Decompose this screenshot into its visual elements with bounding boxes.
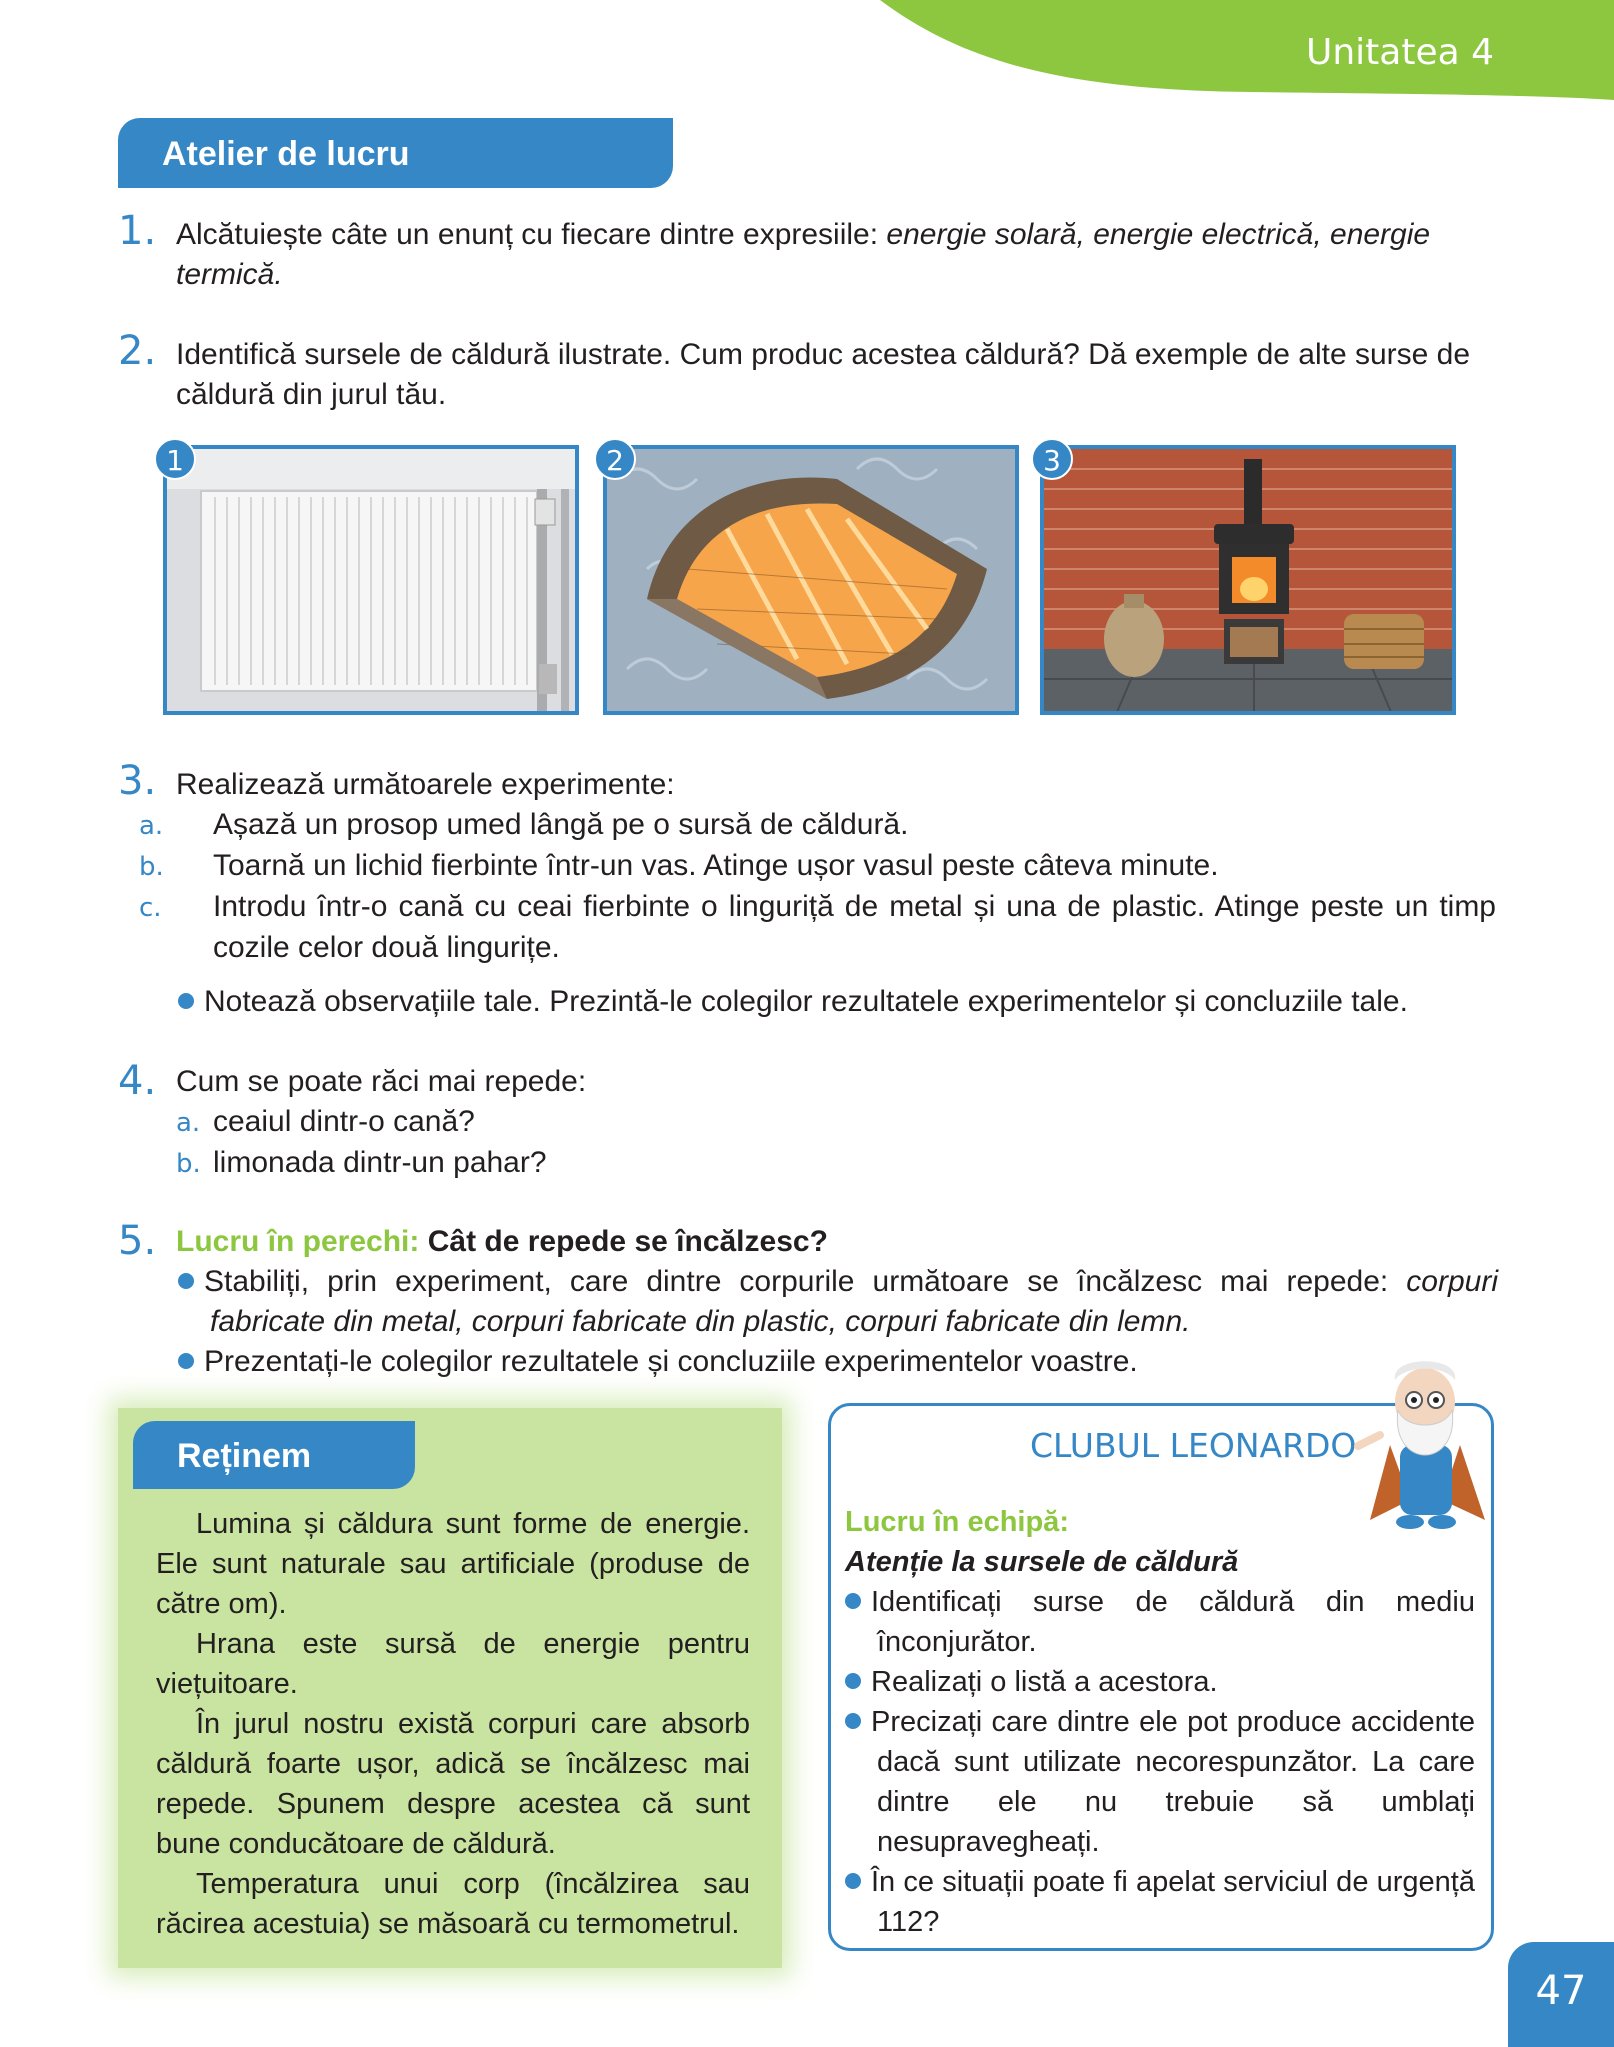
bullet-text: Notează observațiile tale. Prezintă-le colegilor rezultatele experimentelor și concluziile tale. (204, 985, 1408, 1018)
question-number-5: 5. (118, 1218, 157, 1264)
retinem-paragraph: Lumina și căldura sunt forme de energie. Ele sunt naturale sau artificiale (produse de către om). (156, 1508, 750, 1620)
question-1-text: Alcătuiește câte un enunț cu fiecare dintre expresiile: (176, 218, 879, 251)
section-title-atelier: Atelier de lucru (118, 118, 673, 188)
photo-stove (1040, 445, 1456, 715)
bullet-text: Stabiliți, prin experiment, care dintre corpurile următoare se încălzesc mai repede: (204, 1265, 1389, 1298)
photo-badge-3: 3 (1031, 438, 1073, 480)
question-4-items (176, 1102, 1496, 1184)
bullet-icon (178, 1273, 194, 1289)
unit-title: Unitatea 4 (1305, 32, 1494, 73)
list-item (176, 1102, 1496, 1143)
question-number-1: 1. (118, 208, 157, 254)
electric-heater-photo-icon (607, 449, 1019, 715)
question-number-3: 3. (118, 758, 157, 804)
question-1-italic: energie solară, energie electrică, energie termică. (176, 218, 1431, 291)
bullet-icon (178, 1353, 194, 1369)
item-text: ceaiul dintr-o cană? (213, 1105, 475, 1138)
question-1 (176, 215, 1496, 295)
bullet-italic: corpuri fabricate din metal, corpuri fabricate din plastic, corpuri fabricate din lemn. (210, 1265, 1498, 1338)
retinem-paragraph: Temperatura unui corp (încălzirea sau răcirea acestuia) se măsoară cu termometrul. (156, 1868, 750, 1940)
bullet-text: Identificați surse de căldură din mediu înconjurător. (871, 1586, 1475, 1658)
q5-bullet-2 (178, 1342, 1498, 1382)
radiator-photo-icon (167, 449, 579, 715)
photo-heater (603, 445, 1019, 715)
list-item (176, 1143, 1496, 1184)
bullet-text: În ce situații poate fi apelat serviciul de urgență 112? (871, 1866, 1475, 1938)
club-bullet (845, 1582, 1475, 1662)
question-3-bullet (178, 982, 1508, 1022)
question-number-2: 2. (118, 328, 157, 374)
bullet-icon (845, 1713, 861, 1729)
item-letter: a. (176, 1108, 201, 1138)
club-label: Lucru în echipă: (845, 1506, 1069, 1538)
question-3-text: Realizează următoarele experimente: (176, 768, 675, 801)
club-bullet (845, 1662, 1475, 1702)
item-text: Toarnă un lichid fierbinte într-un vas. Atinge ușor vasul peste câteva minute. (213, 849, 1219, 882)
bullet-icon (845, 1593, 861, 1609)
item-letter: c. (139, 893, 162, 923)
bullet-icon (845, 1673, 861, 1689)
club-bullet (845, 1862, 1475, 1942)
q5-title: Cât de repede se încălzesc? (427, 1225, 828, 1258)
question-2-text: Identifică sursele de căldură ilustrate. Cum produc acestea căldură? Dă exemple de alte surse de căldură din jurul tău. (176, 338, 1471, 411)
photo-badge-1: 1 (154, 438, 196, 480)
club-text (845, 1502, 1475, 1942)
item-letter: b. (139, 852, 164, 882)
retinem-title: Reținem (133, 1421, 415, 1489)
item-text: Introdu într-o cană cu ceai fierbinte o linguriță de metal și una de plastic. Atinge peste un timp cozile celor două lingurițe. (213, 890, 1496, 964)
question-3-items (139, 805, 1496, 968)
bullet-text: Prezentați-le colegilor rezultatele și concluziile experimentelor voastre. (204, 1345, 1138, 1378)
item-text: Așază un prosop umed lângă pe o sursă de căldură. (213, 808, 909, 841)
question-5-heading (176, 1222, 1496, 1262)
retinem-paragraph: Hrana este sursă de energie pentru viețuitoare. (156, 1628, 750, 1700)
club-bullet (845, 1702, 1475, 1862)
item-text: limonada dintr-un pahar? (213, 1146, 547, 1179)
q5-label: Lucru în perechi: (176, 1225, 420, 1258)
q5-bullet-1 (178, 1262, 1498, 1342)
page-number: 47 (1508, 1942, 1614, 2047)
item-letter: b. (176, 1149, 201, 1179)
list-item (139, 805, 1496, 846)
club-subtitle: Atenție la sursele de căldură (845, 1546, 1239, 1578)
bullet-text: Realizați o listă a acestora. (871, 1666, 1218, 1698)
club-title: CLUBUL LEONARDO (1030, 1426, 1357, 1465)
retinem-text (156, 1504, 750, 1944)
bullet-text: Precizați care dintre ele pot produce accidente dacă sunt utilizate necorespunzător. La care dintre ele nu trebuie să umblați nesupravegheați. (871, 1706, 1475, 1858)
bullet-icon (845, 1873, 861, 1889)
retinem-paragraph: În jurul nostru există corpuri care absorb căldură foarte ușor, adică se încălzesc mai repede. Spunem despre acestea că sunt bune conducătoare de căldură. (156, 1708, 750, 1860)
question-4-text: Cum se poate răci mai repede: (176, 1065, 587, 1098)
photo-badge-2: 2 (594, 438, 636, 480)
question-number-4: 4. (118, 1058, 157, 1104)
wood-stove-photo-icon (1044, 449, 1456, 715)
list-item (139, 887, 1496, 968)
bullet-icon (178, 993, 194, 1009)
photo-radiator (163, 445, 579, 715)
item-letter: a. (139, 811, 164, 841)
list-item (139, 846, 1496, 887)
